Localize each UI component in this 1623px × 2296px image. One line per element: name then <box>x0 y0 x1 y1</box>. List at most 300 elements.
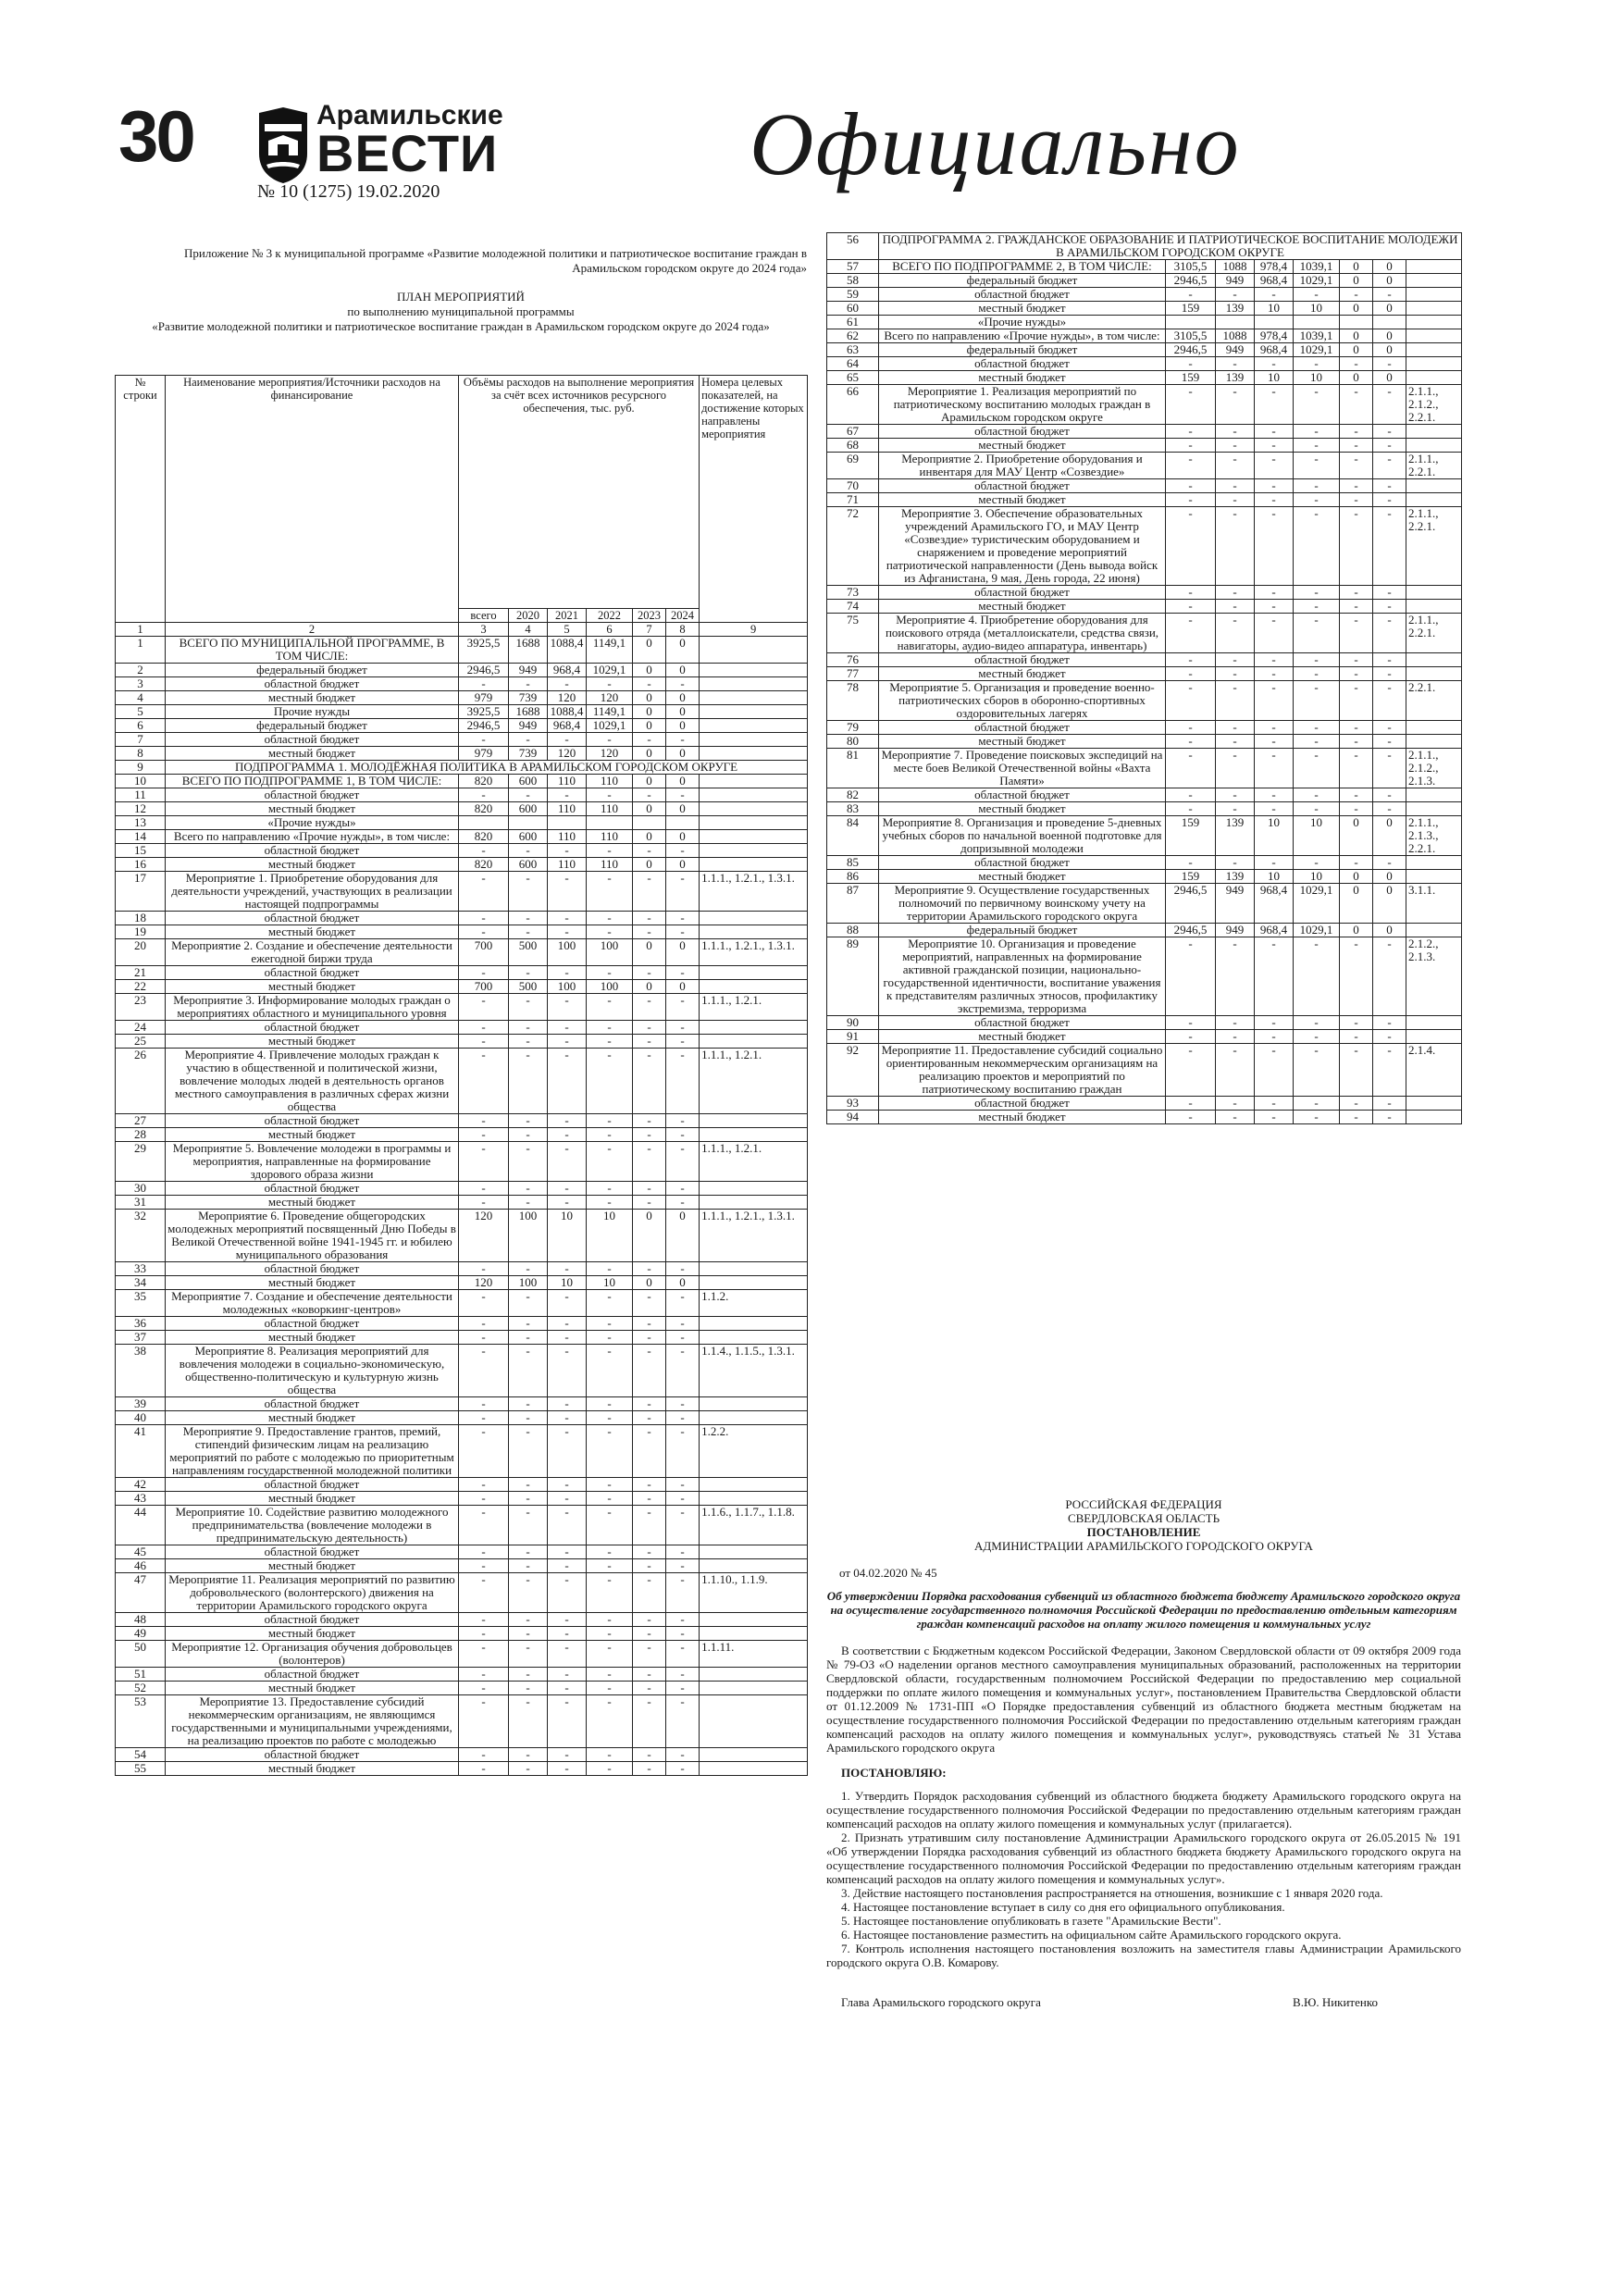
row-value: - <box>1340 749 1373 788</box>
table-row <box>827 937 1462 1016</box>
row-name: федеральный бюджет <box>879 274 1166 288</box>
row-value: - <box>1255 385 1294 425</box>
decree-basis: В соответствии с Бюджетным кодексом Российской Федерации, Законом Свердловской области от 09 октября 2009 года № 79-ОЗ «О наделении органов местного самоуправления муниципальных образований, расположенных на территории Свердловской области, государственным полномочием Российской Федерации по предоставлению мер социальной поддержки по оплате жилого помещения и коммунальных услуг», постановлением Правительства Свердловской области от 01.12.2009 № 1731-ПП «О Порядке предоставления субвенций из областного бюджета местным бюджетам на осуществление государственного полномочия Российской Федерации по предоставлению отдельным категориям граждан компенсаций расходов на оплату жилого помещения и коммунальных услуг», руководствуясь статьей № 31 Устава Арамильского городского округа <box>826 1644 1461 1755</box>
row-value: 820 <box>459 858 509 872</box>
row-value: - <box>459 912 509 925</box>
table-row <box>827 233 1462 260</box>
row-number: 58 <box>827 274 879 288</box>
row-value: - <box>587 1627 633 1641</box>
row-value: 739 <box>509 747 548 761</box>
row-value: - <box>666 1545 700 1559</box>
row-value: - <box>548 1668 587 1682</box>
row-value: - <box>548 1331 587 1345</box>
table-row <box>827 653 1462 667</box>
row-value: - <box>1373 507 1406 586</box>
table-row <box>827 493 1462 507</box>
row-value: - <box>666 1345 700 1397</box>
row-value: - <box>633 677 666 691</box>
row-value: - <box>1166 439 1216 453</box>
row-targets: 2.2.1. <box>1406 681 1462 721</box>
header-colnum: 6 <box>587 623 633 637</box>
row-value: 120 <box>587 747 633 761</box>
row-targets <box>700 1182 808 1196</box>
row-value: - <box>666 1128 700 1142</box>
row-value: 968,4 <box>1255 343 1294 357</box>
row-value: - <box>666 1049 700 1114</box>
row-value: - <box>1216 614 1255 653</box>
row-value: - <box>633 1682 666 1695</box>
decree-item: 3. Действие настоящего постановления распространяется на отношения, возникшие с 1 января 2020 года. <box>841 1886 1383 1900</box>
table-row <box>827 357 1462 371</box>
row-value: 0 <box>633 1276 666 1290</box>
row-name: ВСЕГО ПО ПОДПРОГРАММЕ 2, В ТОМ ЧИСЛЕ: <box>879 260 1166 274</box>
row-value: 159 <box>1166 371 1216 385</box>
row-value: 1688 <box>509 705 548 719</box>
decree-item: 6. Настоящее постановление разместить на официальном сайте Арамильского городского округа. <box>841 1928 1342 1942</box>
row-value: - <box>1166 479 1216 493</box>
row-value <box>1294 316 1340 329</box>
row-value: - <box>1294 425 1340 439</box>
row-value: - <box>1340 425 1373 439</box>
row-value: - <box>509 1478 548 1492</box>
row-targets <box>700 1317 808 1331</box>
table-row <box>827 816 1462 856</box>
row-value: - <box>1294 721 1340 735</box>
row-number: 9 <box>116 761 166 775</box>
issue-line: № 10 (1275) 19.02.2020 <box>257 181 440 202</box>
row-value: - <box>587 1695 633 1748</box>
decree-doc-type: ПОСТАНОВЛЕНИЕ <box>1086 1525 1201 1539</box>
row-number: 11 <box>116 788 166 802</box>
plan-table-left-body <box>116 637 808 1776</box>
table-row <box>116 912 808 925</box>
row-number: 21 <box>116 966 166 980</box>
row-value: - <box>1294 600 1340 614</box>
table-row <box>116 1276 808 1290</box>
row-value: 2946,5 <box>1166 274 1216 288</box>
row-value: 0 <box>666 705 700 719</box>
plan-title: ПЛАН МЕРОПРИЯТИЙ <box>397 290 525 304</box>
row-value: - <box>1255 614 1294 653</box>
row-value: - <box>509 966 548 980</box>
row-value: 0 <box>1373 884 1406 924</box>
row-value: - <box>459 1049 509 1114</box>
row-targets <box>700 966 808 980</box>
row-value: 2946,5 <box>1166 884 1216 924</box>
row-value: - <box>587 1331 633 1345</box>
row-number: 77 <box>827 667 879 681</box>
row-value: 0 <box>1373 924 1406 937</box>
row-value: - <box>587 1641 633 1668</box>
table-row <box>116 1668 808 1682</box>
row-value: - <box>1340 667 1373 681</box>
table-row <box>116 966 808 980</box>
row-value: 120 <box>548 747 587 761</box>
table-row <box>116 1425 808 1478</box>
row-value: 0 <box>1340 329 1373 343</box>
row-value: 110 <box>548 830 587 844</box>
row-number: 55 <box>116 1762 166 1776</box>
row-value: 0 <box>666 980 700 994</box>
row-value: 1088,4 <box>548 637 587 664</box>
row-number: 81 <box>827 749 879 788</box>
row-value: 1039,1 <box>1294 260 1340 274</box>
row-number: 89 <box>827 937 879 1016</box>
row-value: 139 <box>1216 371 1255 385</box>
row-value: - <box>633 1425 666 1478</box>
row-value: - <box>1340 653 1373 667</box>
row-value: - <box>587 1182 633 1196</box>
row-value: - <box>1294 1044 1340 1097</box>
row-value: - <box>1340 1044 1373 1097</box>
row-value: 10 <box>1255 302 1294 316</box>
row-value: - <box>587 1128 633 1142</box>
row-value: - <box>633 1331 666 1345</box>
row-value: 0 <box>1373 371 1406 385</box>
row-value: - <box>666 1182 700 1196</box>
row-name: областной бюджет <box>879 1097 1166 1111</box>
row-targets <box>1406 329 1462 343</box>
row-value: - <box>509 1682 548 1695</box>
row-value: - <box>1373 357 1406 371</box>
row-value: - <box>633 1748 666 1762</box>
row-value: - <box>1255 493 1294 507</box>
table-row <box>116 1182 808 1196</box>
row-value: - <box>1216 1111 1255 1124</box>
row-value: - <box>548 1748 587 1762</box>
row-value: - <box>548 788 587 802</box>
row-value: - <box>587 1668 633 1682</box>
row-value: - <box>548 1196 587 1210</box>
row-value: - <box>633 1317 666 1331</box>
row-name: «Прочие нужды» <box>166 816 459 830</box>
row-value: - <box>509 1748 548 1762</box>
row-name: местный бюджет <box>879 493 1166 507</box>
header-year: 2021 <box>548 609 587 623</box>
row-value: - <box>1216 479 1255 493</box>
row-value: - <box>1216 937 1255 1016</box>
table-row <box>116 691 808 705</box>
row-value: - <box>459 1545 509 1559</box>
row-value: - <box>1294 856 1340 870</box>
row-value: 0 <box>666 775 700 788</box>
table-row <box>116 1627 808 1641</box>
row-value: - <box>509 1506 548 1545</box>
row-targets <box>1406 260 1462 274</box>
row-number: 4 <box>116 691 166 705</box>
row-value: - <box>509 1290 548 1317</box>
table-row <box>116 664 808 677</box>
header-colnum: 1 <box>116 623 166 637</box>
row-value: - <box>548 1128 587 1142</box>
row-number: 12 <box>116 802 166 816</box>
row-value: 110 <box>587 802 633 816</box>
row-number: 47 <box>116 1573 166 1613</box>
table-row <box>116 872 808 912</box>
row-number: 73 <box>827 586 879 600</box>
row-value: 10 <box>548 1210 587 1262</box>
row-value: 110 <box>548 858 587 872</box>
row-value: 1029,1 <box>1294 343 1340 357</box>
row-value: - <box>587 1397 633 1411</box>
row-value: - <box>548 994 587 1021</box>
row-value: - <box>587 994 633 1021</box>
row-number: 35 <box>116 1290 166 1317</box>
header-colnum: 5 <box>548 623 587 637</box>
row-value: - <box>548 1478 587 1492</box>
row-value: - <box>459 1613 509 1627</box>
table-row <box>116 1695 808 1748</box>
table-row <box>116 1397 808 1411</box>
row-value: - <box>1340 735 1373 749</box>
table-row <box>827 721 1462 735</box>
row-value: - <box>633 1035 666 1049</box>
row-value: 500 <box>509 939 548 966</box>
row-value: - <box>459 1506 509 1545</box>
row-targets <box>700 677 808 691</box>
row-value: - <box>587 1262 633 1276</box>
row-value: - <box>666 1114 700 1128</box>
row-value: - <box>459 1196 509 1210</box>
row-value: - <box>633 1627 666 1641</box>
row-number: 85 <box>827 856 879 870</box>
row-value: 10 <box>1255 371 1294 385</box>
row-value: - <box>1255 749 1294 788</box>
table-row <box>116 1492 808 1506</box>
row-value: - <box>666 912 700 925</box>
row-value: 0 <box>1373 329 1406 343</box>
row-value: - <box>1340 288 1373 302</box>
row-value: 600 <box>509 802 548 816</box>
row-targets <box>700 1478 808 1492</box>
row-number: 88 <box>827 924 879 937</box>
row-targets <box>700 1748 808 1762</box>
row-value <box>1255 316 1294 329</box>
row-value: 979 <box>459 691 509 705</box>
row-value: 0 <box>1340 302 1373 316</box>
row-value: - <box>1373 681 1406 721</box>
row-value: - <box>587 1506 633 1545</box>
row-value: - <box>587 1545 633 1559</box>
row-name: областной бюджет <box>879 479 1166 493</box>
table-row <box>116 994 808 1021</box>
table-row <box>827 316 1462 329</box>
table-row <box>116 775 808 788</box>
row-value: - <box>1255 667 1294 681</box>
row-value: - <box>633 912 666 925</box>
row-name: Мероприятие 2. Приобретение оборудования и инвентаря для МАУ Центр «Созвездие» <box>879 453 1166 479</box>
row-value: 2946,5 <box>1166 343 1216 357</box>
row-targets <box>700 664 808 677</box>
row-value: - <box>509 1613 548 1627</box>
row-value: - <box>633 1506 666 1545</box>
table-row <box>116 1545 808 1559</box>
row-value: - <box>1166 667 1216 681</box>
row-value <box>666 816 700 830</box>
row-value: - <box>1216 357 1255 371</box>
row-number: 76 <box>827 653 879 667</box>
row-value: - <box>548 1397 587 1411</box>
row-value: 739 <box>509 691 548 705</box>
row-name: областной бюджет <box>166 1021 459 1035</box>
row-value: 10 <box>587 1210 633 1262</box>
row-value: 110 <box>548 775 587 788</box>
row-value: - <box>548 1641 587 1668</box>
row-value: - <box>509 872 548 912</box>
row-value: - <box>666 1613 700 1627</box>
row-name: федеральный бюджет <box>879 924 1166 937</box>
row-value: 0 <box>666 939 700 966</box>
table-row <box>116 1762 808 1776</box>
row-name: местный бюджет <box>166 1196 459 1210</box>
row-name: Мероприятие 3. Информирование молодых граждан о мероприятиях областного и муниципального уровня <box>166 994 459 1021</box>
row-value: - <box>1255 288 1294 302</box>
row-value: 0 <box>633 939 666 966</box>
table-row <box>116 733 808 747</box>
row-number: 52 <box>116 1682 166 1695</box>
row-number: 62 <box>827 329 879 343</box>
row-value: - <box>548 1695 587 1748</box>
row-value: - <box>633 1695 666 1748</box>
row-value: - <box>587 1317 633 1331</box>
row-value: 0 <box>1340 884 1373 924</box>
row-value: - <box>666 1762 700 1776</box>
table-row <box>116 1128 808 1142</box>
page-number: 30 <box>118 95 193 177</box>
plan-subtitle: по выполнению муниципальной программы <box>347 304 575 318</box>
row-value: 0 <box>1373 302 1406 316</box>
row-value: - <box>1166 1030 1216 1044</box>
row-value: - <box>548 925 587 939</box>
row-value: - <box>459 1573 509 1613</box>
row-value: - <box>509 733 548 747</box>
row-value: 500 <box>509 980 548 994</box>
row-value: - <box>1216 385 1255 425</box>
row-value: 0 <box>633 980 666 994</box>
table-row <box>827 260 1462 274</box>
signer-name: В.Ю. Никитенко <box>1293 1995 1378 2009</box>
row-number: 74 <box>827 600 879 614</box>
table-row <box>116 1210 808 1262</box>
row-name: Мероприятие 12. Организация обучения добровольцев (волонтеров) <box>166 1641 459 1668</box>
row-value: 0 <box>666 830 700 844</box>
row-targets <box>1406 788 1462 802</box>
decree-region: СВЕРДЛОВСКАЯ ОБЛАСТЬ <box>1067 1511 1220 1525</box>
row-value: 968,4 <box>1255 274 1294 288</box>
row-value: - <box>1166 1111 1216 1124</box>
row-value <box>548 816 587 830</box>
row-targets <box>700 637 808 664</box>
row-value: - <box>509 1668 548 1682</box>
row-number: 39 <box>116 1397 166 1411</box>
row-number: 40 <box>116 1411 166 1425</box>
row-number: 7 <box>116 733 166 747</box>
row-number: 53 <box>116 1695 166 1748</box>
decree-subject: Об утверждении Порядка расходования субвенций из областного бюджета бюджету Арамильского городского округа на осуществление государственного полномочия Российской Федерации по предоставлению отдельным категориям граждан компенсаций расходов на оплату жилого помещения и коммунальных услуг <box>826 1589 1461 1631</box>
row-targets <box>1406 856 1462 870</box>
table-row <box>116 1748 808 1762</box>
row-value: - <box>1294 1016 1340 1030</box>
row-number: 23 <box>116 994 166 1021</box>
row-name: Мероприятие 6. Проведение общегородских молодежных мероприятий посвященный Дню Победы в Великой Отечественной войне 1941-1945 гг. и юбилею муниципального образования <box>166 1210 459 1262</box>
row-targets <box>700 1196 808 1210</box>
row-name: местный бюджет <box>166 1682 459 1695</box>
row-value: - <box>633 1262 666 1276</box>
row-value: - <box>1373 721 1406 735</box>
row-name: местный бюджет <box>879 667 1166 681</box>
brand-main: ВЕСТИ <box>316 124 499 182</box>
row-value: - <box>459 1317 509 1331</box>
row-value: - <box>1216 453 1255 479</box>
table-row <box>116 677 808 691</box>
row-name: местный бюджет <box>879 302 1166 316</box>
row-name: областной бюджет <box>166 1478 459 1492</box>
row-value: - <box>1373 1016 1406 1030</box>
row-targets <box>700 1668 808 1682</box>
row-value: - <box>1373 653 1406 667</box>
row-value: - <box>548 966 587 980</box>
plan-title-block <box>115 290 807 334</box>
row-value: - <box>1373 288 1406 302</box>
plan-program: «Развитие молодежной политики и патриотическое воспитание граждан в Арамильском городском округе до 2024 года» <box>152 319 770 333</box>
row-number: 64 <box>827 357 879 371</box>
row-value: - <box>548 872 587 912</box>
row-value: 0 <box>666 691 700 705</box>
row-value: - <box>666 872 700 912</box>
row-value: - <box>509 1545 548 1559</box>
row-number: 22 <box>116 980 166 994</box>
row-value: - <box>1255 802 1294 816</box>
row-value: - <box>1255 1030 1294 1044</box>
row-value: - <box>666 1021 700 1035</box>
table-row <box>116 637 808 664</box>
signer-title: Глава Арамильского городского округа <box>841 1995 1041 2009</box>
row-value: - <box>459 1142 509 1182</box>
row-value: - <box>509 1262 548 1276</box>
row-value: - <box>1373 439 1406 453</box>
row-value: - <box>459 1559 509 1573</box>
row-value: - <box>1373 735 1406 749</box>
row-value: 0 <box>1340 870 1373 884</box>
row-value: 110 <box>587 858 633 872</box>
row-value: - <box>1166 735 1216 749</box>
row-value: - <box>1340 357 1373 371</box>
row-value: - <box>633 1492 666 1506</box>
row-number: 93 <box>827 1097 879 1111</box>
row-value: - <box>587 1049 633 1114</box>
row-name: областной бюджет <box>166 1545 459 1559</box>
row-name: областной бюджет <box>166 844 459 858</box>
row-number: 82 <box>827 788 879 802</box>
row-targets <box>1406 1097 1462 1111</box>
row-name: областной бюджет <box>166 1262 459 1276</box>
row-value: 979 <box>459 747 509 761</box>
row-value: - <box>1294 802 1340 816</box>
row-value: - <box>666 1035 700 1049</box>
row-value: - <box>587 788 633 802</box>
row-number: 66 <box>827 385 879 425</box>
row-value: - <box>1340 600 1373 614</box>
row-name: Всего по направлению «Прочие нужды», в том числе: <box>166 830 459 844</box>
row-targets <box>1406 870 1462 884</box>
row-value: - <box>666 1142 700 1182</box>
row-value: - <box>1294 749 1340 788</box>
row-value <box>633 816 666 830</box>
row-value: - <box>666 1668 700 1682</box>
row-value: - <box>633 1668 666 1682</box>
row-value: - <box>1294 937 1340 1016</box>
row-value: - <box>587 1559 633 1573</box>
